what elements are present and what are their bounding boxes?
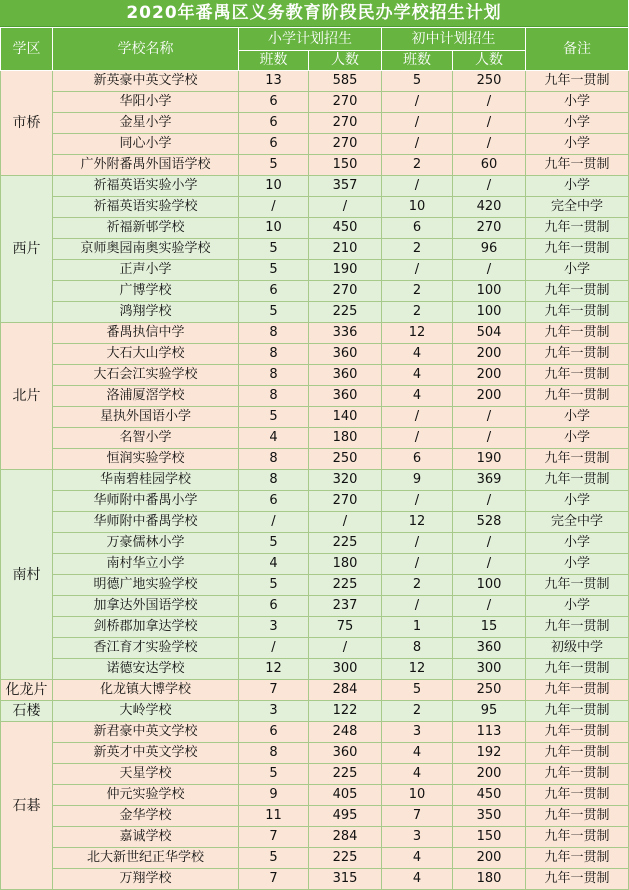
remark-cell: 九年一贯制 [526, 344, 629, 365]
primary-classes-cell: 8 [239, 449, 309, 470]
table-row [1, 281, 629, 302]
primary-students-cell: 270 [309, 134, 382, 155]
remark-cell: 九年一贯制 [526, 722, 629, 743]
remark-cell: 九年一贯制 [526, 806, 629, 827]
school-name-cell: 华师附中番禺学校 [53, 512, 239, 533]
middle-students-cell: 15 [453, 617, 526, 638]
school-name-cell: 加拿达外国语学校 [53, 596, 239, 617]
remark-cell: 小学 [526, 407, 629, 428]
middle-classes-cell: / [382, 113, 453, 134]
school-name-cell: 大石大山学校 [53, 344, 239, 365]
middle-classes-cell: 2 [382, 281, 453, 302]
school-name-cell: 北大新世纪正华学校 [53, 848, 239, 869]
middle-students-cell: 95 [453, 701, 526, 722]
primary-classes-cell: 13 [239, 71, 309, 92]
school-name-cell: 新英豪中英文学校 [53, 71, 239, 92]
table-row [1, 575, 629, 596]
primary-classes-cell: 8 [239, 743, 309, 764]
table-row [1, 302, 629, 323]
table-row [1, 134, 629, 155]
table-row [1, 701, 629, 722]
primary-classes-cell: 5 [239, 764, 309, 785]
remark-cell: 九年一贯制 [526, 785, 629, 806]
middle-students-cell: / [453, 134, 526, 155]
middle-students-cell: 150 [453, 827, 526, 848]
primary-students-cell: 75 [309, 617, 382, 638]
school-name-cell: 洛浦厦滘学校 [53, 386, 239, 407]
primary-students-cell: 585 [309, 71, 382, 92]
primary-students-cell: 225 [309, 575, 382, 596]
table-row [1, 218, 629, 239]
primary-classes-cell: 10 [239, 176, 309, 197]
table-row [1, 155, 629, 176]
table-row [1, 71, 629, 92]
middle-classes-cell: 6 [382, 218, 453, 239]
primary-students-cell: 336 [309, 323, 382, 344]
school-name-cell: 新君豪中英文学校 [53, 722, 239, 743]
primary-students-cell: 360 [309, 743, 382, 764]
table-row [1, 176, 629, 197]
primary-classes-cell: 5 [239, 239, 309, 260]
primary-students-cell: 150 [309, 155, 382, 176]
table-row [1, 827, 629, 848]
primary-students-cell: 300 [309, 659, 382, 680]
header-remark: 备注 [526, 28, 629, 71]
primary-students-cell: 140 [309, 407, 382, 428]
primary-classes-cell: 9 [239, 785, 309, 806]
header-row-1 [1, 28, 629, 51]
primary-students-cell: 248 [309, 722, 382, 743]
primary-students-cell: 320 [309, 470, 382, 491]
middle-students-cell: 369 [453, 470, 526, 491]
school-name-cell: 天星学校 [53, 764, 239, 785]
table-row [1, 365, 629, 386]
primary-classes-cell: 4 [239, 554, 309, 575]
school-name-cell: 华阳小学 [53, 92, 239, 113]
remark-cell: 小学 [526, 134, 629, 155]
district-cell: 北片 [1, 323, 53, 470]
primary-students-cell: 225 [309, 533, 382, 554]
primary-classes-cell: 6 [239, 491, 309, 512]
school-name-cell: 番禺执信中学 [53, 323, 239, 344]
school-name-cell: 金星小学 [53, 113, 239, 134]
middle-classes-cell: 9 [382, 470, 453, 491]
remark-cell: 小学 [526, 596, 629, 617]
primary-classes-cell: 8 [239, 344, 309, 365]
primary-students-cell: 122 [309, 701, 382, 722]
table-row [1, 491, 629, 512]
middle-students-cell: 200 [453, 386, 526, 407]
school-name-cell: 剑桥郡加拿达学校 [53, 617, 239, 638]
middle-students-cell: 450 [453, 785, 526, 806]
middle-students-cell: 350 [453, 806, 526, 827]
primary-students-cell: 250 [309, 449, 382, 470]
district-cell: 西片 [1, 176, 53, 323]
middle-classes-cell: 12 [382, 512, 453, 533]
school-name-cell: 华南碧桂园学校 [53, 470, 239, 491]
primary-classes-cell: 7 [239, 869, 309, 890]
primary-classes-cell: / [239, 197, 309, 218]
middle-classes-cell: 4 [382, 344, 453, 365]
middle-students-cell: 180 [453, 869, 526, 890]
table-row [1, 743, 629, 764]
primary-students-cell: / [309, 638, 382, 659]
school-name-cell: 祈福英语实验学校 [53, 197, 239, 218]
primary-classes-cell: 5 [239, 848, 309, 869]
middle-classes-cell: 5 [382, 680, 453, 701]
district-cell: 石楼 [1, 701, 53, 722]
primary-students-cell: 405 [309, 785, 382, 806]
school-name-cell: 金华学校 [53, 806, 239, 827]
primary-students-cell: 180 [309, 428, 382, 449]
primary-classes-cell: 8 [239, 365, 309, 386]
header-middle-classes: 班数 [382, 51, 453, 71]
primary-students-cell: 225 [309, 302, 382, 323]
middle-students-cell: 420 [453, 197, 526, 218]
school-name-cell: 正声小学 [53, 260, 239, 281]
middle-students-cell: 100 [453, 281, 526, 302]
school-name-cell: 京师奥园南奥实验学校 [53, 239, 239, 260]
middle-students-cell: 250 [453, 71, 526, 92]
middle-classes-cell: 12 [382, 659, 453, 680]
middle-classes-cell: 4 [382, 869, 453, 890]
middle-students-cell: 100 [453, 575, 526, 596]
primary-students-cell: 180 [309, 554, 382, 575]
middle-students-cell: / [453, 260, 526, 281]
primary-students-cell: 360 [309, 365, 382, 386]
middle-classes-cell: 2 [382, 155, 453, 176]
middle-classes-cell: / [382, 260, 453, 281]
middle-classes-cell: / [382, 533, 453, 554]
primary-students-cell: 284 [309, 680, 382, 701]
remark-cell: 九年一贯制 [526, 470, 629, 491]
enrollment-table [0, 27, 629, 890]
middle-students-cell: 100 [453, 302, 526, 323]
primary-classes-cell: 8 [239, 323, 309, 344]
middle-classes-cell: / [382, 554, 453, 575]
table-row [1, 386, 629, 407]
middle-classes-cell: 2 [382, 575, 453, 596]
primary-classes-cell: 3 [239, 701, 309, 722]
primary-students-cell: 225 [309, 764, 382, 785]
remark-cell: 小学 [526, 176, 629, 197]
school-name-cell: 万翔学校 [53, 869, 239, 890]
school-name-cell: 万豪儒林小学 [53, 533, 239, 554]
middle-classes-cell: 4 [382, 386, 453, 407]
page-title: 2020年番禺区义务教育阶段民办学校招生计划 [0, 0, 628, 27]
remark-cell: 九年一贯制 [526, 386, 629, 407]
middle-classes-cell: 4 [382, 848, 453, 869]
primary-classes-cell: 7 [239, 680, 309, 701]
primary-classes-cell: 12 [239, 659, 309, 680]
middle-classes-cell: / [382, 428, 453, 449]
middle-students-cell: 113 [453, 722, 526, 743]
school-name-cell: 同心小学 [53, 134, 239, 155]
remark-cell: 九年一贯制 [526, 218, 629, 239]
header-middle-students: 人数 [453, 51, 526, 71]
middle-students-cell: 200 [453, 365, 526, 386]
remark-cell: 小学 [526, 533, 629, 554]
remark-cell: 九年一贯制 [526, 302, 629, 323]
primary-students-cell: 225 [309, 848, 382, 869]
primary-students-cell: / [309, 512, 382, 533]
primary-classes-cell: 3 [239, 617, 309, 638]
middle-classes-cell: / [382, 491, 453, 512]
table-row [1, 260, 629, 281]
header-middle: 初中计划招生 [382, 28, 526, 51]
table-row [1, 428, 629, 449]
primary-students-cell: 495 [309, 806, 382, 827]
table-row [1, 848, 629, 869]
table-row [1, 323, 629, 344]
school-name-cell: 嘉诚学校 [53, 827, 239, 848]
middle-classes-cell: / [382, 407, 453, 428]
table-row [1, 806, 629, 827]
remark-cell: 九年一贯制 [526, 575, 629, 596]
middle-students-cell: 60 [453, 155, 526, 176]
primary-students-cell: 270 [309, 281, 382, 302]
table-row [1, 407, 629, 428]
middle-classes-cell: 4 [382, 743, 453, 764]
middle-students-cell: / [453, 176, 526, 197]
primary-classes-cell: / [239, 512, 309, 533]
remark-cell: 九年一贯制 [526, 764, 629, 785]
table-row [1, 344, 629, 365]
table-row [1, 596, 629, 617]
header-primary: 小学计划招生 [239, 28, 382, 51]
middle-classes-cell: / [382, 92, 453, 113]
table-row [1, 764, 629, 785]
school-name-cell: 广外附番禺外国语学校 [53, 155, 239, 176]
primary-students-cell: 270 [309, 113, 382, 134]
school-name-cell: 恒润实验学校 [53, 449, 239, 470]
middle-students-cell: / [453, 113, 526, 134]
school-name-cell: 祈福新邨学校 [53, 218, 239, 239]
district-cell: 化龙片 [1, 680, 53, 701]
remark-cell: 小学 [526, 491, 629, 512]
middle-students-cell: 504 [453, 323, 526, 344]
primary-classes-cell: 5 [239, 533, 309, 554]
middle-classes-cell: 6 [382, 449, 453, 470]
table-row [1, 113, 629, 134]
middle-classes-cell: 12 [382, 323, 453, 344]
table-row [1, 869, 629, 890]
middle-students-cell: 200 [453, 848, 526, 869]
school-name-cell: 大岭学校 [53, 701, 239, 722]
remark-cell: 小学 [526, 260, 629, 281]
primary-students-cell: 190 [309, 260, 382, 281]
middle-classes-cell: 8 [382, 638, 453, 659]
middle-classes-cell: 10 [382, 197, 453, 218]
remark-cell: 九年一贯制 [526, 365, 629, 386]
remark-cell: 九年一贯制 [526, 869, 629, 890]
school-name-cell: 明德广地实验学校 [53, 575, 239, 596]
middle-students-cell: / [453, 428, 526, 449]
primary-classes-cell: 8 [239, 386, 309, 407]
middle-students-cell: / [453, 491, 526, 512]
middle-students-cell: / [453, 407, 526, 428]
table-row [1, 659, 629, 680]
middle-students-cell: / [453, 596, 526, 617]
remark-cell: 小学 [526, 554, 629, 575]
table-row [1, 92, 629, 113]
remark-cell: 九年一贯制 [526, 155, 629, 176]
table-row [1, 722, 629, 743]
table-row [1, 785, 629, 806]
middle-students-cell: 250 [453, 680, 526, 701]
middle-students-cell: 200 [453, 344, 526, 365]
remark-cell: 九年一贯制 [526, 659, 629, 680]
primary-classes-cell: 5 [239, 155, 309, 176]
remark-cell: 九年一贯制 [526, 617, 629, 638]
remark-cell: 九年一贯制 [526, 743, 629, 764]
primary-classes-cell: 6 [239, 596, 309, 617]
primary-classes-cell: 6 [239, 134, 309, 155]
middle-classes-cell: 1 [382, 617, 453, 638]
district-cell: 南村 [1, 470, 53, 680]
middle-students-cell: 300 [453, 659, 526, 680]
remark-cell: 九年一贯制 [526, 680, 629, 701]
remark-cell: 九年一贯制 [526, 827, 629, 848]
middle-students-cell: 192 [453, 743, 526, 764]
header-district: 学区 [1, 28, 53, 71]
middle-classes-cell: 5 [382, 71, 453, 92]
remark-cell: 小学 [526, 113, 629, 134]
remark-cell: 九年一贯制 [526, 323, 629, 344]
middle-students-cell: 190 [453, 449, 526, 470]
primary-classes-cell: 5 [239, 260, 309, 281]
school-name-cell: 新英才中英文学校 [53, 743, 239, 764]
remark-cell: 九年一贯制 [526, 281, 629, 302]
table-row [1, 512, 629, 533]
primary-classes-cell: 6 [239, 722, 309, 743]
primary-classes-cell: 5 [239, 407, 309, 428]
primary-students-cell: 315 [309, 869, 382, 890]
district-cell: 市桥 [1, 71, 53, 176]
middle-classes-cell: 2 [382, 701, 453, 722]
table-row [1, 239, 629, 260]
primary-students-cell: 210 [309, 239, 382, 260]
primary-classes-cell: 10 [239, 218, 309, 239]
middle-classes-cell: 3 [382, 827, 453, 848]
middle-students-cell: / [453, 92, 526, 113]
school-name-cell: 南村华立小学 [53, 554, 239, 575]
school-name-cell: 仲元实验学校 [53, 785, 239, 806]
primary-classes-cell: 11 [239, 806, 309, 827]
school-name-cell: 祈福英语实验小学 [53, 176, 239, 197]
school-name-cell: 化龙镇大博学校 [53, 680, 239, 701]
primary-students-cell: 450 [309, 218, 382, 239]
middle-classes-cell: / [382, 176, 453, 197]
primary-classes-cell: 5 [239, 575, 309, 596]
primary-classes-cell: 7 [239, 827, 309, 848]
primary-classes-cell: 6 [239, 281, 309, 302]
middle-students-cell: 528 [453, 512, 526, 533]
school-name-cell: 香江育才实验学校 [53, 638, 239, 659]
remark-cell: 初级中学 [526, 638, 629, 659]
middle-students-cell: 360 [453, 638, 526, 659]
school-name-cell: 星执外国语小学 [53, 407, 239, 428]
primary-students-cell: 360 [309, 386, 382, 407]
header-primary-students: 人数 [309, 51, 382, 71]
primary-students-cell: 284 [309, 827, 382, 848]
primary-students-cell: 270 [309, 491, 382, 512]
primary-classes-cell: / [239, 638, 309, 659]
primary-students-cell: 237 [309, 596, 382, 617]
school-name-cell: 广博学校 [53, 281, 239, 302]
district-cell: 石碁 [1, 722, 53, 890]
middle-students-cell: 200 [453, 764, 526, 785]
primary-students-cell: 360 [309, 344, 382, 365]
header-school: 学校名称 [53, 28, 239, 71]
school-name-cell: 鸿翔学校 [53, 302, 239, 323]
table-row [1, 554, 629, 575]
table-row [1, 533, 629, 554]
primary-classes-cell: 5 [239, 302, 309, 323]
middle-students-cell: 96 [453, 239, 526, 260]
remark-cell: 九年一贯制 [526, 449, 629, 470]
table-row [1, 617, 629, 638]
middle-classes-cell: 2 [382, 302, 453, 323]
middle-classes-cell: 10 [382, 785, 453, 806]
school-name-cell: 名智小学 [53, 428, 239, 449]
primary-classes-cell: 8 [239, 470, 309, 491]
table-row [1, 470, 629, 491]
middle-students-cell: / [453, 533, 526, 554]
remark-cell: 小学 [526, 92, 629, 113]
middle-classes-cell: 7 [382, 806, 453, 827]
remark-cell: 完全中学 [526, 197, 629, 218]
primary-students-cell: 270 [309, 92, 382, 113]
school-name-cell: 大石会江实验学校 [53, 365, 239, 386]
primary-classes-cell: 6 [239, 113, 309, 134]
header-primary-classes: 班数 [239, 51, 309, 71]
table-row [1, 680, 629, 701]
remark-cell: 九年一贯制 [526, 71, 629, 92]
remark-cell: 完全中学 [526, 512, 629, 533]
school-name-cell: 华师附中番禺小学 [53, 491, 239, 512]
middle-classes-cell: 4 [382, 764, 453, 785]
middle-classes-cell: / [382, 596, 453, 617]
middle-students-cell: / [453, 554, 526, 575]
middle-classes-cell: / [382, 134, 453, 155]
remark-cell: 小学 [526, 428, 629, 449]
table-row [1, 197, 629, 218]
remark-cell: 九年一贯制 [526, 848, 629, 869]
middle-classes-cell: 4 [382, 365, 453, 386]
primary-classes-cell: 4 [239, 428, 309, 449]
table-row [1, 449, 629, 470]
middle-classes-cell: 2 [382, 239, 453, 260]
primary-students-cell: / [309, 197, 382, 218]
remark-cell: 九年一贯制 [526, 701, 629, 722]
remark-cell: 九年一贯制 [526, 239, 629, 260]
school-name-cell: 诺德安达学校 [53, 659, 239, 680]
middle-students-cell: 270 [453, 218, 526, 239]
table-row [1, 638, 629, 659]
primary-classes-cell: 6 [239, 92, 309, 113]
primary-students-cell: 357 [309, 176, 382, 197]
middle-classes-cell: 3 [382, 722, 453, 743]
